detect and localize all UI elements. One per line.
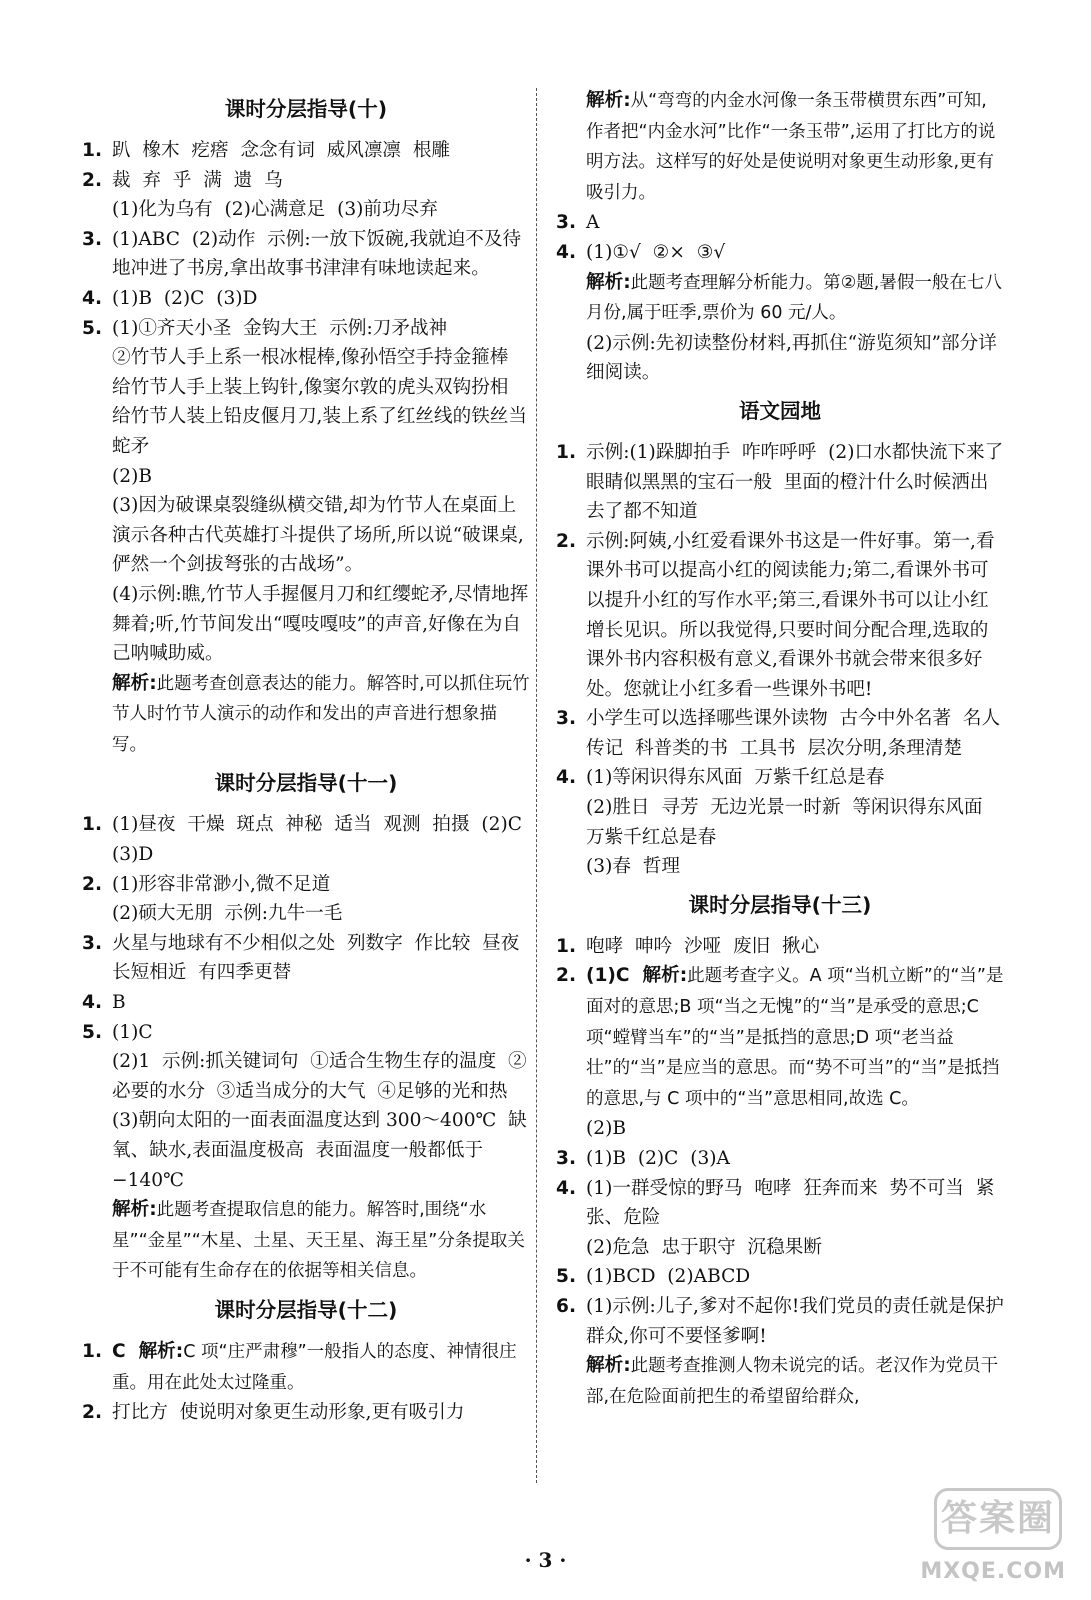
answer-item [82,284,530,314]
answer-text: 裁 弃 乎 满 遗 乌 [112,169,283,191]
answer-item [82,1018,530,1048]
answer-item [82,462,530,492]
analysis-body: 此题考查推测人物未说完的话。老汉作为党员干部,在危险面前把生的希望留给群众, [586,1356,999,1407]
item-number: 1. [556,935,577,957]
answer-analysis [556,86,1004,208]
item-number [82,899,112,929]
answer-text: (3)朝向太阳的一面表面温度达到 300～400℃ 缺氧、缺水,表面温度极高 表面温度一般都低于−140℃ [112,1110,527,1191]
answer-text: 示例:阿姨,小红爱看课外书这是一件好事。第一,看课外书可以提高小红的阅读能力;第二,看课外书可以提升小红的写作水平;第三,看课外书可以让小红增长见识。所以我觉得,只要时间分配合理,选取的课外书内容积极有意义,看课外书就会带来很多好处。您就让小红多看一些课外书吧! [586,530,995,700]
analysis-label: 解析: [586,271,631,293]
answer-item [82,580,530,669]
item-number: 5. [556,1266,577,1288]
column-divider [536,88,537,1483]
item-number [82,1195,112,1287]
answer-text: 小学生可以选择哪些课外读物 古今中外名著 名人传记 科普类的书 工具书 层次分明,条理清楚 [586,708,1001,759]
watermark-logo [902,1488,1068,1584]
answer-item [556,1174,1004,1233]
item-number: 4. [82,287,103,309]
answer-analysis [556,1351,1004,1412]
answer-item [556,763,1004,793]
item-number: 4. [82,992,103,1014]
answer-text: (1)BCD (2)ABCD [586,1266,751,1288]
analysis-body: 此题考查理解分析能力。第②题,暑假一般在七八月份,属于旺季,票价为 60 元/人。 [586,272,1002,324]
analysis-body: 此题考查提取信息的能力。解答时,围绕“水星”“金星”“木星、土星、天王星、海王星”分条提取关于不可能有生命存在的依据等相关信息。 [112,1200,525,1282]
answer-text: 示例:(1)跺脚拍手 咋咋呼呼 (2)口水都快流下来了 眼睛似黑黑的宝石一般 里面的橙汁什么时候洒出去了都不知道 [586,441,1016,523]
answer-item [556,932,1004,962]
answer-text: (3)春 哲理 [586,856,680,878]
item-number: 4. [556,767,577,789]
answer-text: 火星与地球有不少相似之处 列数字 作比较 昼夜长短相近 有四季更替 [112,932,520,984]
item-number: 2. [82,1402,103,1424]
answer-item [556,1262,1004,1292]
answer-item [82,899,530,929]
analysis-label: 解析: [586,1355,631,1377]
answer-item [556,329,1004,388]
answer-text: ②竹节人手上系一根冰棍棒,像孙悟空手持金箍棒 给竹节人手上装上钩针,像窦尔敦的虎头双钩扮相 给竹节人装上铅皮偃月刀,装上系了红丝线的铁丝当蛇矛 [112,347,527,457]
answer-item [556,238,1004,268]
item-number: 3. [556,1148,577,1169]
answer-item [556,208,1004,238]
analysis-text [586,86,1004,208]
answer-item [82,343,530,461]
answer-text: (1)一群受惊的野马 咆哮 狂奔而来 势不可当 紧张、危险 [586,1177,995,1229]
item-number: 3. [556,708,577,730]
analysis-label: (1)C 解析: [586,965,688,987]
answer-analysis [556,268,1004,329]
answer-text: (2)1 示例:抓关键词句 ①适合生物生存的温度 ②必要的水分 ③适当成分的大气 ④足够的光和热 [112,1051,527,1102]
answer-text: 咆哮 呻吟 沙哑 废旧 揪心 [586,935,820,957]
answer-text: (1)示例:儿子,爹对不起你!我们党员的责任就是保护群众,你可不要怪爹啊! [586,1295,1004,1347]
analysis-label: 解析: [586,90,631,111]
answer-text: (1)形容非常渺小,微不足道 [112,873,331,895]
answer-item [82,491,530,580]
answer-item [556,1292,1004,1351]
item-number [556,86,586,208]
answer-item [556,1144,1004,1174]
item-number [556,852,586,882]
answer-text: (2)硕大无朋 示例:九牛一毛 [112,903,343,925]
analysis-text [586,268,1004,329]
analysis-body: 此题考查创意表达的能力。解答时,可以抓住玩竹节人时竹节人演示的动作和发出的声音进行想象描写。 [112,673,530,755]
answer-text: 打比方 使说明对象更生动形象,更有吸引力 [112,1402,465,1424]
item-number: 3. [556,212,577,234]
answer-item [82,1398,530,1428]
answer-text: 趴 橡木 疙瘩 念念有词 威风凛凛 根雕 [112,140,451,161]
item-number: 5. [82,1021,103,1043]
item-number: 1. [82,814,103,836]
item-number: 1. [82,1340,103,1362]
item-number [82,195,112,225]
watermark-mark: 答案圈 [934,1488,1062,1550]
answer-item [82,988,530,1018]
answer-analysis [556,961,1004,1114]
answer-text: (1)ABC (2)动作 示例:一放下饭碗,我就迫不及待地冲进了书房,拿出故事书津津有味地读起来。 [112,228,522,280]
answer-item [556,527,1004,705]
answer-analysis [82,1195,530,1287]
answer-item [556,704,1004,763]
answer-text: (1)等闲识得东风面 万紫千红总是春 [586,767,885,789]
answer-text: B [112,992,126,1014]
answer-item [556,1114,1004,1144]
item-number [82,491,112,580]
answer-text: (2)B [112,465,153,487]
item-number: 5. [82,317,103,339]
answer-text: (4)示例:瞧,竹节人手握偃月刀和红缨蛇矛,尽情地挥舞着;听,竹节间发出“嘎吱嘎吱”的声音,好像在为自己呐喊助威。 [112,583,529,665]
section-heading: 语文园地 [739,398,821,423]
item-number [556,268,586,329]
answer-text: (3)因为破课桌裂缝纵横交错,却为竹节人在桌面上演示各种古代英雄打斗提供了场所,所以说“破课桌,俨然一个剑拔弩张的古战场”。 [112,495,524,576]
item-number: 2. [556,965,577,987]
section-heading: 课时分层指导(十三) [688,892,872,917]
answer-item [82,136,530,166]
answer-item [556,1233,1004,1263]
item-number: 2. [82,873,103,895]
analysis-label: 解析: [112,672,157,694]
section-heading: 课时分层指导(十二) [214,1297,398,1322]
answer-item [82,810,534,869]
answer-text: (1)①齐天小圣 金钩大王 示例:刀矛战神 [112,317,448,339]
answer-analysis [82,1337,530,1398]
answer-item [82,870,530,900]
answer-item [82,1106,530,1195]
analysis-text [586,1351,1004,1412]
answer-text: (1)C [112,1021,153,1043]
analysis-text [112,1195,530,1287]
answer-item [82,314,530,344]
analysis-body: 此题考查字义。A 项“当机立断”的“当”是面对的意思;B 项“当之无愧”的“当”是承受的意思;C 项“螳臂当车”的“当”是抵挡的意思;D 项“老当益壮”的“当”是应当的意思。而“势不可当”的“当”是抵挡的意思,与 C 项中的“当”意思相同,故选 C。 [586,966,1004,1109]
item-number: 3. [82,932,103,954]
right-column [556,86,1016,1412]
answer-item [82,225,530,284]
answer-item [82,195,530,225]
item-number [82,580,112,669]
answer-text: (1)化为乌有 (2)心满意足 (3)前功尽弃 [112,199,438,221]
answer-item [82,166,530,196]
section-heading: 课时分层指导(十) [224,97,388,121]
item-number [556,1351,586,1412]
item-number: 3. [82,228,103,250]
item-number [556,1114,586,1144]
answer-item [556,438,1016,527]
answer-text: (2)胜日 寻芳 无边光景一时新 等闲识得东风面 万紫千红总是春 [586,797,995,848]
analysis-text [112,1337,530,1398]
answer-text: (2)示例:先初读整份材料,再抓住“游览须知”部分详细阅读。 [586,332,997,384]
answer-text: (1)B (2)C (3)D [112,287,258,309]
answer-text: (1)B (2)C (3)A [586,1148,730,1169]
left-column [82,86,534,1428]
answer-analysis [82,669,530,761]
item-number [82,1047,112,1106]
item-number: 1. [82,140,103,161]
section-heading: 课时分层指导(十一) [214,771,398,796]
watermark-text: MXQE.COM [920,1559,1066,1584]
item-number [82,343,112,461]
item-number: 2. [82,169,103,191]
analysis-body: C 项“庄严肃穆”一般指人的态度、神情很庄重。用在此处太过隆重。 [112,1341,517,1393]
answer-item [82,929,530,988]
answer-item [556,793,1004,852]
analysis-text [586,961,1004,1114]
analysis-body: 从“弯弯的内金水河像一条玉带横贯东西”可知,作者把“内金水河”比作“一条玉带”,运用了打比方的说明方法。这样写的好处是使说明对象更生动形象,更有吸引力。 [586,91,996,203]
item-number [556,1233,586,1263]
answer-text: (2)危急 忠于职守 沉稳果断 [586,1236,822,1258]
answer-text: A [586,212,600,234]
answer-text: (2)B [586,1118,627,1140]
item-number [82,1106,112,1195]
analysis-label: C 解析: [112,1340,184,1362]
item-number: 4. [556,241,577,263]
item-number [556,793,586,852]
page-number: · 3 · [524,1548,567,1572]
answer-text: (1)①√ ②× ③√ [586,241,726,263]
answer-text: (1)昼夜 干燥 斑点 神秘 适当 观测 拍摄 (2)C (3)D [112,814,534,866]
item-number: 6. [556,1295,577,1317]
item-number: 1. [556,441,577,463]
item-number [82,462,112,492]
answer-item [556,852,1004,882]
analysis-label: 解析: [112,1199,157,1221]
analysis-text [112,669,530,761]
item-number: 2. [556,530,577,552]
item-number: 4. [556,1177,577,1199]
item-number [556,329,586,388]
item-number [82,669,112,761]
answer-item [82,1047,530,1106]
